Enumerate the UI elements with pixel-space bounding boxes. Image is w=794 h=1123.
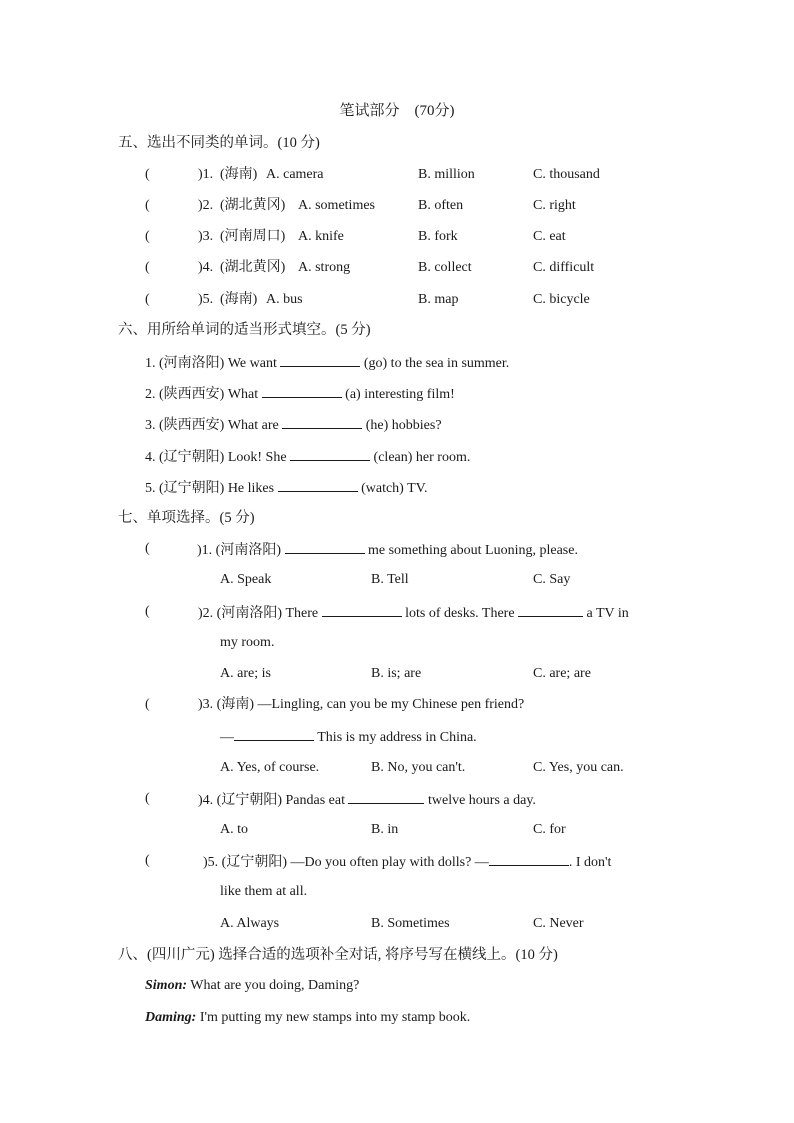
- dialogue-text: What are you doing, Daming?: [187, 978, 360, 993]
- option-c: C. difficult: [533, 260, 595, 275]
- question-number: )2.: [198, 198, 214, 213]
- answer-paren[interactable]: (: [145, 260, 150, 275]
- answer-paren[interactable]: (: [145, 697, 150, 712]
- fill-suffix: (a) interesting film!: [345, 387, 455, 402]
- question-text: —Do you often play with dolls? —: [290, 855, 489, 870]
- option-a: A. Always: [220, 916, 280, 931]
- answer-blank[interactable]: [278, 477, 358, 492]
- fill-suffix: (he) hobbies?: [365, 418, 442, 433]
- answer-blank[interactable]: [234, 726, 314, 741]
- choice-q3: [198, 695, 524, 715]
- question-source: (湖北黄冈): [220, 198, 286, 213]
- option-b: B. Tell: [371, 572, 409, 587]
- question-text: —Lingling, can you be my Chinese pen friend?: [257, 697, 525, 712]
- fill-item-4: [145, 446, 470, 468]
- dialogue-text: I'm putting my new stamps into my stamp book.: [196, 1010, 471, 1025]
- answer-paren[interactable]: (: [145, 167, 150, 182]
- answer-paren[interactable]: (: [145, 853, 150, 868]
- question-number: )2.: [198, 606, 214, 621]
- question-source: (海南): [216, 697, 254, 712]
- choice-q4: [198, 789, 536, 811]
- option-a: A. strong: [298, 260, 351, 275]
- question-number: )5.: [198, 292, 214, 307]
- question-text: This is my address in China.: [317, 730, 477, 745]
- fill-item-2: [145, 383, 455, 405]
- option-a: A. sometimes: [298, 198, 375, 213]
- fill-suffix: (go) to the sea in summer.: [363, 356, 510, 371]
- question-number: )1.: [197, 543, 213, 558]
- option-b: B. No, you can't.: [371, 760, 466, 775]
- fill-suffix: (clean) her room.: [373, 450, 471, 465]
- option-c: C. Yes, you can.: [533, 760, 624, 775]
- question-number: )3.: [198, 229, 214, 244]
- option-c: C. Never: [533, 916, 584, 931]
- option-c: C. eat: [533, 229, 566, 244]
- section-5-heading: 五、选出不同类的单词。(10 分): [118, 135, 320, 151]
- option-b: B. in: [371, 822, 399, 837]
- answer-blank[interactable]: [322, 602, 402, 617]
- option-a: A. Yes, of course.: [220, 760, 320, 775]
- question-source: (河南洛阳): [215, 543, 281, 558]
- option-c: C. are; are: [533, 666, 591, 681]
- question-number: )4.: [198, 260, 214, 275]
- fill-item-3: [145, 414, 442, 436]
- answer-paren[interactable]: (: [145, 198, 150, 213]
- dialogue-line: [145, 976, 359, 996]
- choice-q1: [197, 539, 578, 561]
- choice-q2: [198, 602, 629, 624]
- section-8-heading: 八、(四川广元) 选择合适的选项补全对话, 将序号写在横线上。(10 分): [118, 947, 558, 963]
- question-text: Pandas eat: [285, 793, 345, 808]
- question-number: )4.: [198, 793, 214, 808]
- answer-blank[interactable]: [489, 851, 569, 866]
- answer-blank[interactable]: [518, 602, 583, 617]
- option-c: C. Say: [533, 572, 571, 587]
- fill-item-1: [145, 352, 509, 374]
- question-source: (河南洛阳): [216, 606, 282, 621]
- question-source: (辽宁朝阳): [221, 855, 287, 870]
- question-continuation: like them at all.: [220, 884, 308, 899]
- section-6-heading: 六、用所给单词的适当形式填空。(5 分): [118, 322, 371, 338]
- question-number: )5.: [203, 855, 219, 870]
- option-b: B. map: [418, 292, 459, 307]
- fill-prefix: 3. (陕西西安) What are: [145, 418, 279, 433]
- answer-blank[interactable]: [282, 414, 362, 429]
- option-a: A. to: [220, 822, 248, 837]
- question-source: (海南): [220, 292, 258, 307]
- option-a: A. camera: [266, 167, 324, 182]
- question-text: . I don't: [568, 855, 612, 870]
- answer-blank[interactable]: [280, 352, 360, 367]
- answer-paren[interactable]: (: [145, 604, 150, 619]
- fill-prefix: 2. (陕西西安) What: [145, 387, 259, 402]
- question-source: (辽宁朝阳): [216, 793, 282, 808]
- option-b: B. Sometimes: [371, 916, 450, 931]
- question-text: twelve hours a day.: [427, 793, 536, 808]
- option-b: B. often: [418, 198, 464, 213]
- speaker-name: Simon:: [145, 978, 188, 993]
- option-a: A. are; is: [220, 666, 271, 681]
- answer-blank[interactable]: [348, 789, 424, 804]
- fill-prefix: 4. (辽宁朝阳) Look! She: [145, 450, 287, 465]
- option-c: C. right: [533, 198, 576, 213]
- question-source: (河南周口): [220, 229, 286, 244]
- fill-item-5: [145, 477, 427, 499]
- option-a: A. bus: [266, 292, 303, 307]
- answer-blank[interactable]: [285, 539, 365, 554]
- question-text: lots of desks. There: [405, 606, 515, 621]
- option-b: B. million: [418, 167, 475, 182]
- fill-suffix: (watch) TV.: [361, 481, 428, 496]
- question-number: )3.: [198, 697, 214, 712]
- option-a: A. knife: [298, 229, 344, 244]
- question-text: me something about Luoning, please.: [368, 543, 578, 558]
- question-text: a TV in: [586, 606, 629, 621]
- choice-q3-reply: [220, 726, 477, 748]
- question-number: )1.: [198, 167, 214, 182]
- page-title: 笔试部分 (70分): [339, 103, 455, 119]
- option-c: C. bicycle: [533, 292, 590, 307]
- answer-paren[interactable]: (: [145, 292, 150, 307]
- answer-paren[interactable]: (: [145, 791, 150, 806]
- question-text: There: [285, 606, 319, 621]
- dialogue-line: [145, 1008, 470, 1028]
- answer-paren[interactable]: (: [145, 541, 150, 556]
- answer-blank[interactable]: [290, 446, 370, 461]
- answer-paren[interactable]: (: [145, 229, 150, 244]
- fill-prefix: 1. (河南洛阳) We want: [145, 356, 277, 371]
- option-a: A. Speak: [220, 572, 272, 587]
- dash: —: [220, 730, 234, 745]
- question-source: (海南): [220, 167, 258, 182]
- option-c: C. thousand: [533, 167, 600, 182]
- question-source: (湖北黄冈): [220, 260, 286, 275]
- option-b: B. fork: [418, 229, 458, 244]
- option-b: B. collect: [418, 260, 472, 275]
- speaker-name: Daming:: [145, 1010, 197, 1025]
- choice-q5: [203, 851, 611, 873]
- option-c: C. for: [533, 822, 566, 837]
- question-continuation: my room.: [220, 635, 275, 650]
- fill-prefix: 5. (辽宁朝阳) He likes: [145, 481, 275, 496]
- answer-blank[interactable]: [262, 383, 342, 398]
- option-b: B. is; are: [371, 666, 422, 681]
- section-7-heading: 七、单项选择。(5 分): [118, 510, 255, 526]
